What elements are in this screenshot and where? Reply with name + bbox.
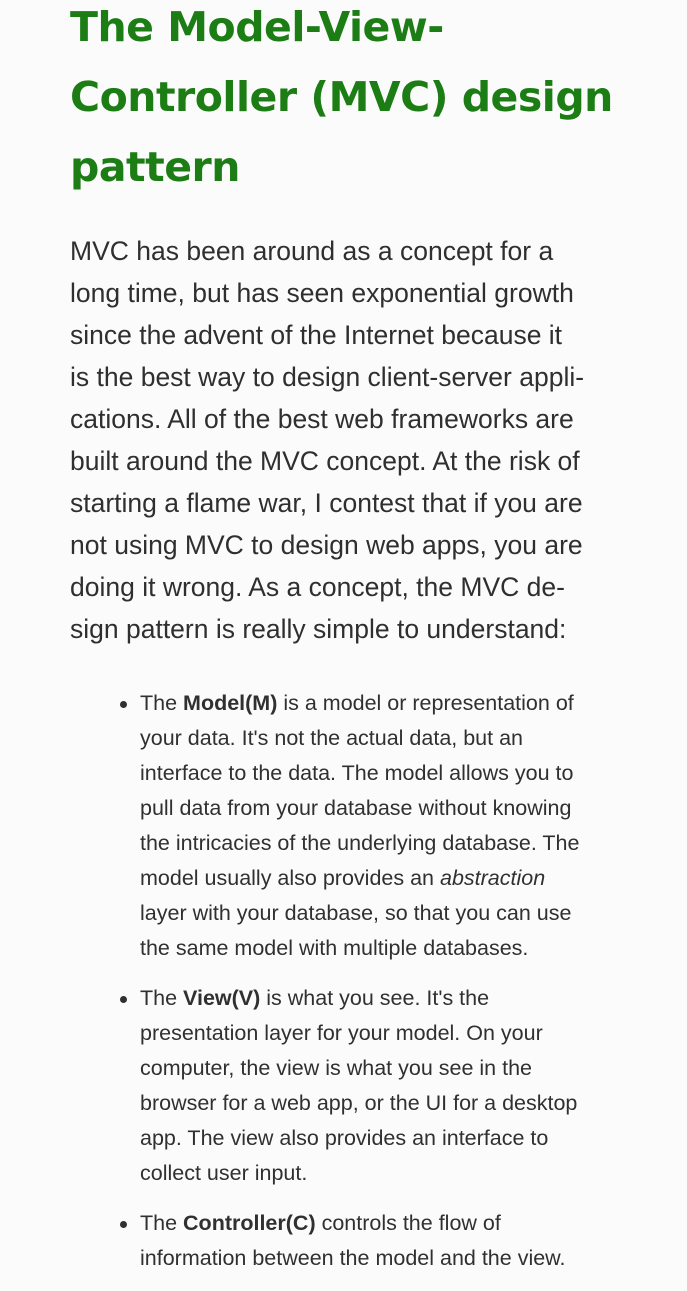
text: The (140, 986, 184, 1010)
list-line: presentation layer for your model. On your (140, 1021, 543, 1045)
list-item-model (70, 686, 630, 966)
intro-line: not using MVC to design web apps, you are (70, 530, 583, 560)
intro-line: long time, but has seen exponential growth (70, 278, 574, 308)
mvc-list (70, 686, 630, 1291)
list-line: the same model with multiple databases. (140, 936, 529, 960)
intro-paragraph (70, 230, 630, 650)
intro-line: doing it wrong. As a concept, the MVC de- (70, 572, 565, 602)
intro-line: built around the MVC concept. At the risk of (70, 446, 580, 476)
list-line: information between the model and the view. (140, 1246, 566, 1270)
text: The (140, 691, 184, 715)
list-line: your data. It's not the actual data, but an (140, 726, 524, 750)
text: model usually also provides an (140, 866, 440, 890)
emphasis-abstraction: abstraction (439, 866, 546, 890)
intro-line: sign pattern is really simple to understand: (70, 614, 567, 644)
page-title (70, 0, 630, 202)
text: is what you see. It's the (260, 986, 490, 1010)
text: controls the flow of (315, 1211, 501, 1235)
title-line: The Model-View- (70, 3, 444, 51)
term-model: Model(M) (183, 691, 278, 715)
bullet-icon (120, 996, 127, 1003)
list-line (140, 1206, 630, 1241)
intro-line: cations. All of the best web frameworks are (70, 404, 574, 434)
list-line (140, 981, 630, 1016)
list-line: layer with your database, so that you can use (140, 901, 572, 925)
text: The (140, 1211, 184, 1235)
list-line (140, 686, 630, 721)
title-line: pattern (70, 143, 240, 191)
list-line: computer, the view is what you see in the (140, 1056, 532, 1080)
intro-line: starting a flame war, I contest that if you are (70, 488, 583, 518)
list-line: pull data from your database without knowing (140, 796, 572, 820)
text: is a model or representation of (277, 691, 574, 715)
list-line: app. The view also provides an interface to (140, 1126, 549, 1150)
intro-line: MVC has been around as a concept for a (70, 236, 554, 266)
list-line: interface to the data. The model allows you to (140, 761, 574, 785)
term-view: View(V) (183, 986, 261, 1010)
title-line: Controller (MVC) design (70, 73, 613, 121)
list-item-controller (70, 1206, 630, 1276)
list-line: the intricacies of the underlying database. The (140, 831, 580, 855)
list-item-view (70, 981, 630, 1191)
list-line (140, 861, 630, 896)
intro-line: since the advent of the Internet because it (70, 320, 563, 350)
bullet-icon (120, 1221, 127, 1228)
term-controller: Controller(C) (183, 1211, 316, 1235)
bullet-icon (120, 701, 127, 708)
list-line: collect user input. (140, 1161, 308, 1185)
list-line: browser for a web app, or the UI for a desktop (140, 1091, 578, 1115)
intro-line: is the best way to design client-server appli- (70, 362, 585, 392)
